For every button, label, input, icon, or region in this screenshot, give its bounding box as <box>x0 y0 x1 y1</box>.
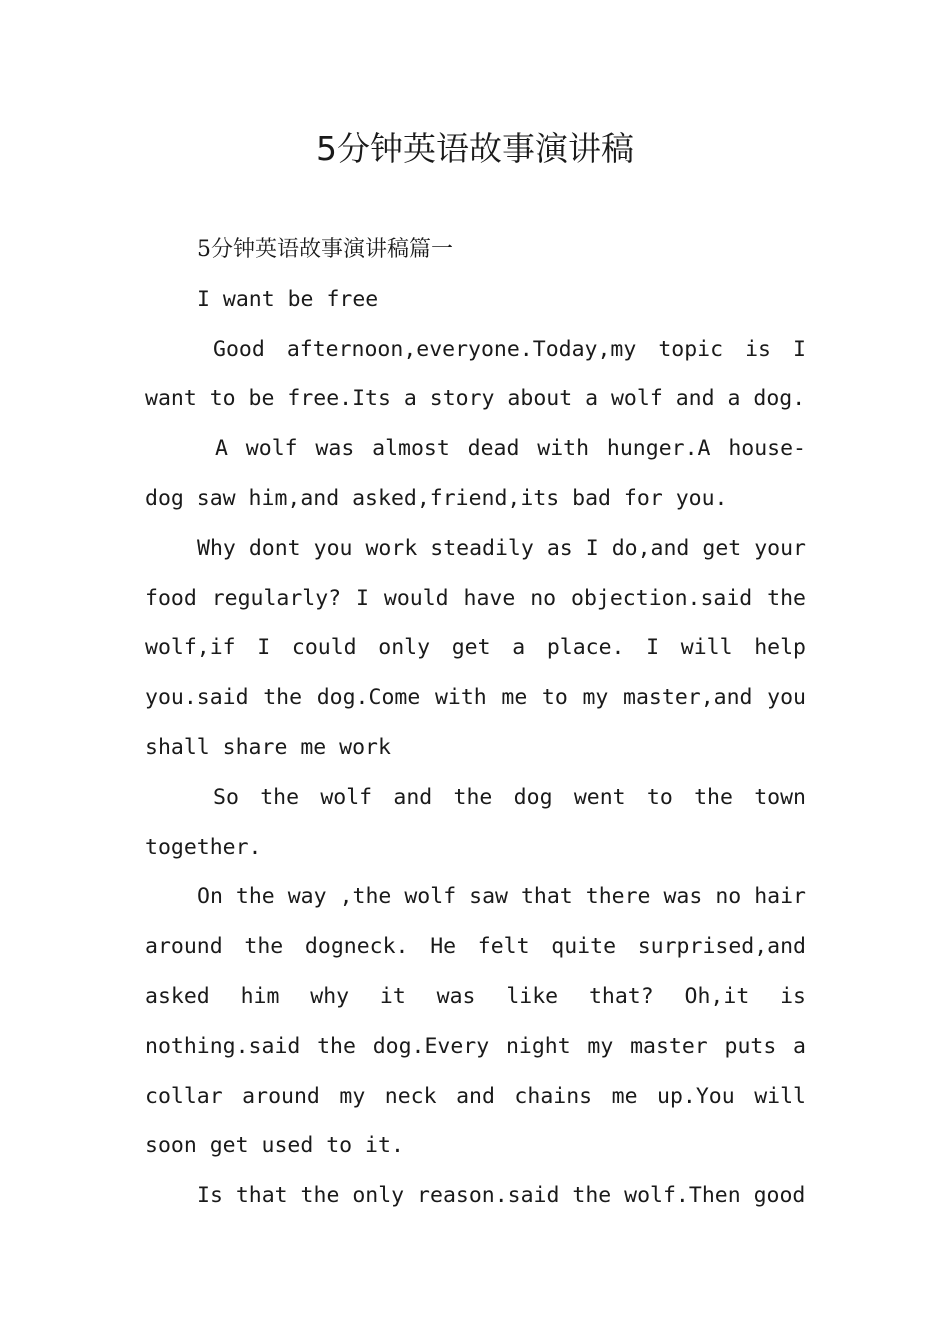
section-heading: 5分钟英语故事演讲稿篇一 <box>197 237 453 262</box>
paragraph: A wolf was almost dead with hunger.A house-dog saw him,and asked,friend,its bad for you. <box>145 436 806 511</box>
paragraph: Why dont you work steadily as I do,and get your food regularly? I would have no objection.said the wolf,if I could only get a place. I will help you.said the dog.Come with me to my master,and you shall share me work <box>145 535 806 760</box>
document-title: 5分钟英语故事演讲稿 <box>316 129 634 168</box>
paragraph: Is that the only reason.said the wolf.Then good <box>197 1183 806 1209</box>
paragraph: Good afternoon,everyone.Today,my topic is I want to be free.Its a story about a wolf and a dog. <box>145 336 806 412</box>
story-title: I want be free <box>197 286 379 312</box>
document-body <box>145 225 806 1221</box>
paragraph: On the way ,the wolf saw that there was no hair around the dogneck. He felt quite surprised,and asked him why it was like that? Oh,it is nothing.said the dog.Every night my master puts a collar around my neck and chains me up.You will soon get used to it. <box>145 884 806 1159</box>
paragraph: So the wolf and the dog went to the town together. <box>145 784 806 860</box>
